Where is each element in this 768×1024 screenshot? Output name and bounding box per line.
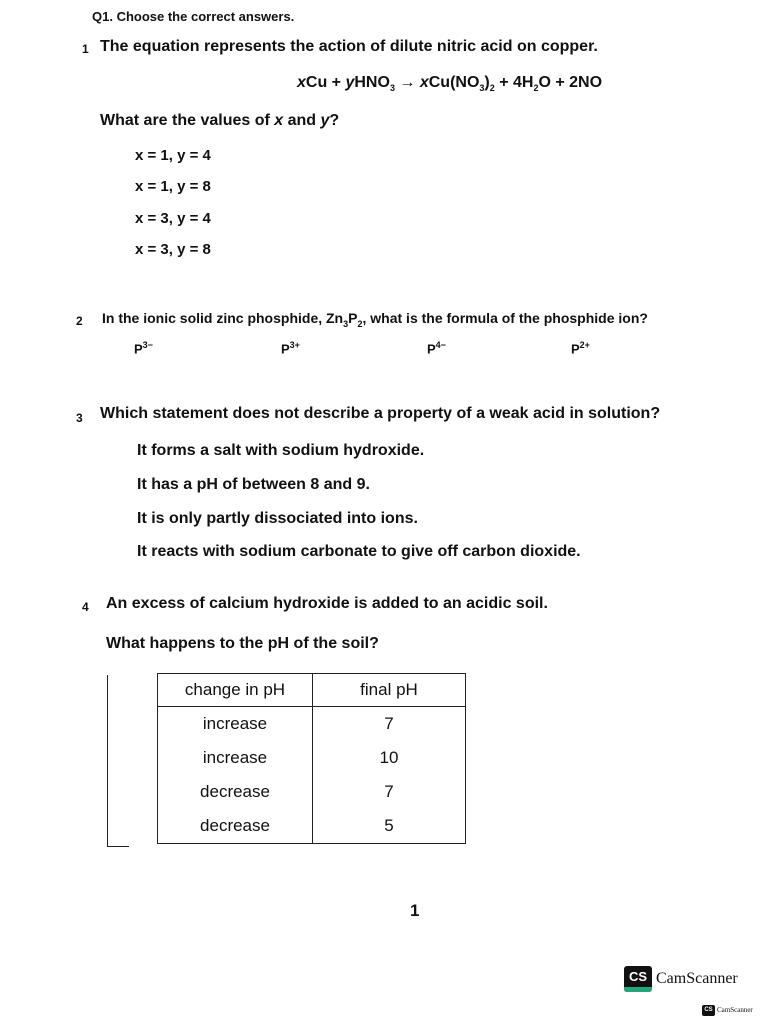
q2-option-c[interactable]: $P^{4-}$ (427, 340, 446, 357)
cell-change: decrease (158, 809, 313, 844)
table-row[interactable] (158, 809, 466, 844)
question-4-prompt: What happens to the pH of the soil? (106, 635, 379, 652)
question-4-number: 4 (82, 600, 89, 614)
question-3-text: Which statement does not describe a property of a weak acid in solution? (100, 405, 661, 422)
q2-option-a[interactable]: $P^{3-}$ (134, 340, 153, 357)
table-row[interactable] (158, 707, 466, 742)
chemical-equation: xCu + yHNO$_3$ → $xCu(NO_3)_2 + 4H_2O + 2NO$ (297, 74, 603, 94)
q3-option-d[interactable]: It reacts with sodium carbonate to give off carbon dioxide. (137, 543, 581, 560)
q1-option-b[interactable]: x = 1, y = 8 (135, 178, 211, 195)
question-2-number: 2 (76, 314, 83, 328)
page-heading: Q1. Choose the correct answers. (92, 9, 295, 24)
q2-option-b[interactable]: $P^{3+}$ (281, 340, 300, 357)
page-number: 1 (410, 901, 420, 920)
q2-option-d[interactable]: $P^{2+}$ (571, 340, 590, 357)
cell-final-ph: 7 (313, 775, 466, 809)
table-bracket-line (107, 675, 108, 847)
header-change-in-ph: change in pH (158, 674, 313, 707)
question-1-number: 1 (82, 42, 89, 56)
camscanner-logo-small: CS (702, 1005, 715, 1016)
table-header-row (158, 674, 466, 707)
cell-change: increase (158, 707, 313, 742)
q1-option-d[interactable]: x = 3, y = 8 (135, 241, 211, 258)
q3-option-b[interactable]: It has a pH of between 8 and 9. (137, 476, 370, 493)
question-4-text: An excess of calcium hydroxide is added to an acidic soil. (106, 595, 548, 612)
question-2-text: In the ionic solid zinc phosphide, $Zn_3P_2$, what is the formula of the phosphide ion? (102, 310, 648, 329)
table-row[interactable] (158, 775, 466, 809)
table-row[interactable] (158, 741, 466, 775)
cell-final-ph: 5 (313, 809, 466, 844)
table-bracket-foot (107, 846, 129, 847)
question-1-text: The equation represents the action of dilute nitric acid on copper. (100, 38, 598, 55)
question-1-prompt: What are the values of x and y? (100, 112, 340, 129)
q1-option-c[interactable]: x = 3, y = 4 (135, 210, 211, 227)
cell-change: increase (158, 741, 313, 775)
camscanner-brand-small: CamScanner (717, 1006, 753, 1014)
question-3-number: 3 (76, 411, 83, 425)
q1-option-a[interactable]: x = 1, y = 4 (135, 147, 211, 164)
header-final-ph: final pH (313, 674, 466, 707)
q3-option-a[interactable]: It forms a salt with sodium hydroxide. (137, 442, 425, 459)
q3-option-c[interactable]: It is only partly dissociated into ions. (137, 510, 418, 527)
camscanner-brand: CamScanner (656, 970, 738, 987)
cell-final-ph: 7 (313, 707, 466, 742)
ph-options-table (157, 673, 466, 844)
cell-final-ph: 10 (313, 741, 466, 775)
cell-change: decrease (158, 775, 313, 809)
camscanner-logo: CS (624, 966, 652, 992)
